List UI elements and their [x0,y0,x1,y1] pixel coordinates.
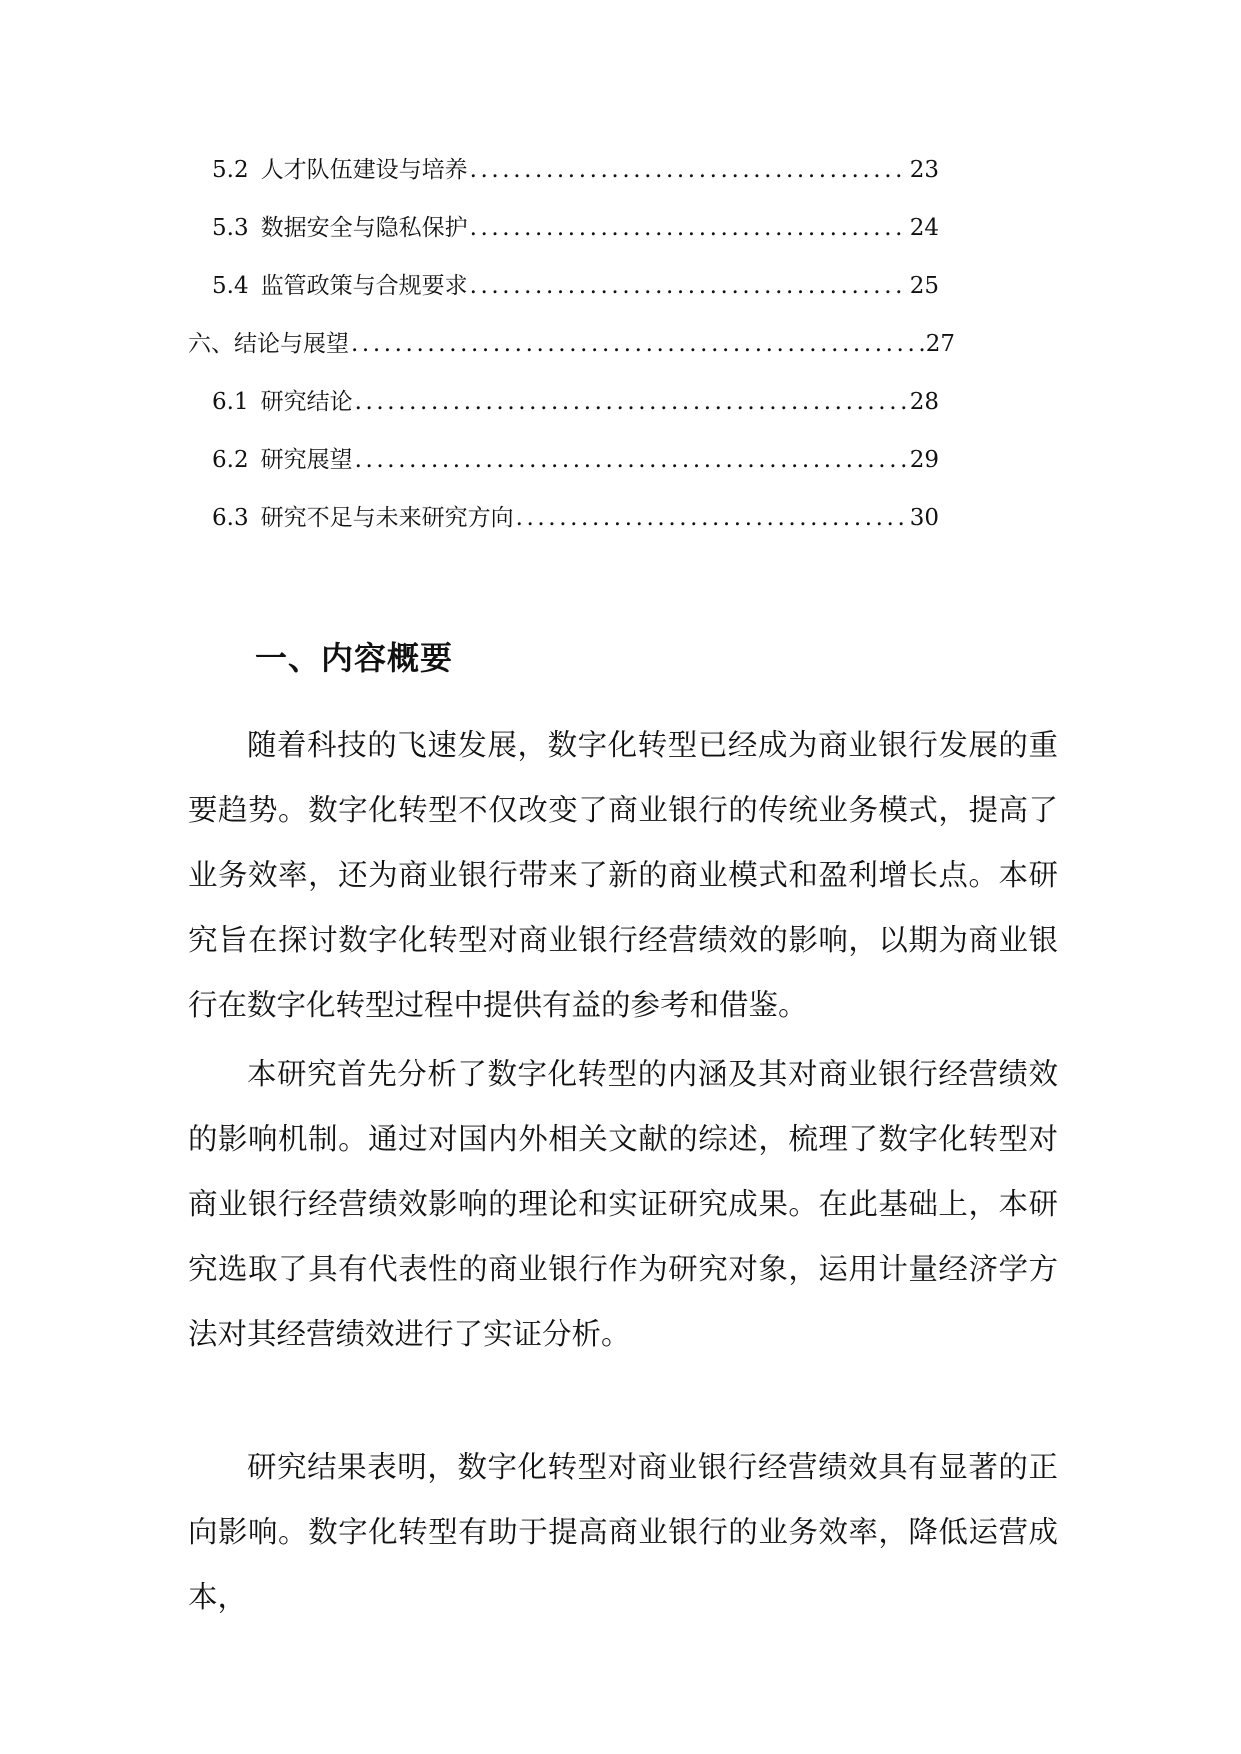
toc-entry-title: 数据安全与隐私保护 [260,215,468,241]
toc-leader-dots [470,150,908,190]
toc-entry-page: 24 [909,215,939,241]
toc-entry-number: 5.4 [212,273,249,299]
toc-entry-title: 研究展望 [260,447,353,473]
body-paragraph: 研究结果表明，数字化转型对商业银行经营绩效具有显著的正向影响。数字化转型有助于提高商业银行的业务效率，降低运营成本， [188,1450,1058,1614]
toc-entry-page: 25 [909,273,939,299]
toc-entry-page: 27 [925,331,955,357]
toc-entry-number: 5.3 [212,215,249,241]
toc-leader-dots [516,498,908,538]
toc-entry-6-1[interactable] [212,382,939,422]
toc-entry-title: 研究结论 [260,389,353,415]
toc-entry-page: 28 [909,389,939,415]
toc-entry-6-2[interactable] [212,440,939,480]
body-paragraph: 本研究首先分析了数字化转型的内涵及其对商业银行经营绩效的影响机制。通过对国内外相关文献的综述，梳理了数字化转型对商业银行经营绩效影响的理论和实证研究成果。在此基础上，本研究选取了具有代表性的商业银行作为研究对象，运用计量经济学方法对其经营绩效进行了实证分析。 [188,1057,1058,1351]
toc-entry-page: 30 [909,505,939,531]
toc-leader-dots [470,208,908,248]
toc-entry-number: 5.2 [212,157,249,183]
toc-entry-page: 29 [909,447,939,473]
toc-entry-number: 6.3 [212,505,249,531]
section-heading: 一、内容概要 [255,639,454,677]
toc-entry-page: 23 [909,157,939,183]
toc-entry-5-4[interactable] [212,266,939,306]
toc-entry-title: 六、结论与展望 [188,331,349,357]
body-paragraph: 随着科技的飞速发展，数字化转型已经成为商业银行发展的重要趋势。数字化转型不仅改变了商业银行的传统业务模式，提高了业务效率，还为商业银行带来了新的商业模式和盈利增长点。本研究旨在探讨数字化转型对商业银行经营绩效的影响，以期为商业银行在数字化转型过程中提供有益的参考和借鉴。 [188,728,1058,1022]
toc-entry-number: 6.2 [212,447,249,473]
toc-leader-dots [355,440,908,480]
toc-entry-chapter-6[interactable] [188,324,955,364]
toc-leader-dots [470,266,908,306]
toc-entry-number: 6.1 [212,389,249,415]
toc-entry-title: 人才队伍建设与培养 [260,157,468,183]
toc-entry-5-2[interactable] [212,150,939,190]
toc-entry-6-3[interactable] [212,498,939,538]
toc-leader-dots [355,382,908,422]
toc-entry-title: 监管政策与合规要求 [260,273,468,299]
toc-entry-5-3[interactable] [212,208,939,248]
toc-leader-dots [351,324,924,364]
toc-entry-title: 研究不足与未来研究方向 [260,505,514,531]
